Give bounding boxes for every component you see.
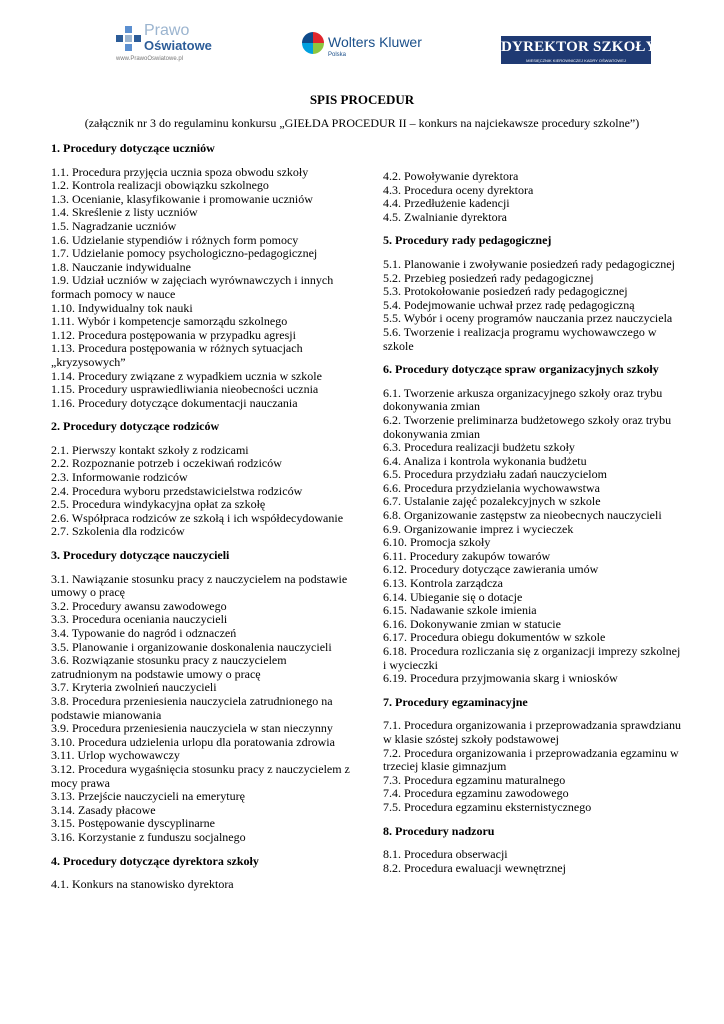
section-heading: 7. Procedury egzaminacyjne [383, 694, 528, 709]
list-item: 5.1. Planowanie i zwoływanie posiedzeń rady pedagogicznej [383, 256, 675, 271]
list-item: 3.14. Zasady płacowe [51, 802, 156, 817]
list-item: 6.7. Ustalanie zajęć pozalekcyjnych w szkole [383, 494, 601, 509]
section [383, 234, 683, 353]
list-item: 5.4. Podejmowanie uchwał przez radę pedagogiczną [383, 297, 635, 312]
prawo-logo-mark-icon [116, 26, 142, 52]
list-item: 6.5. Procedura przydziału zadań nauczycielom [383, 467, 607, 482]
prawo-logo-line2: Oświatowe [144, 38, 212, 53]
section [383, 363, 683, 686]
list-item: 3.5. Planowanie i organizowanie doskonalenia nauczycieli [51, 639, 332, 654]
section-heading: 8. Procedury nadzoru [383, 823, 495, 838]
list-item: 6.6. Procedura przydzielania wychowawstwa [383, 480, 600, 495]
list-item: 3.13. Przejście nauczycieli na emeryturę [51, 789, 245, 804]
list-item: 4.4. Przedłużenie kadencji [383, 196, 510, 211]
list-item: 5.6. Tworzenie i realizacja programu wychowawczego w szkole [383, 324, 657, 353]
section [51, 549, 351, 844]
list-item: 6.1. Tworzenie arkusza organizacyjnego szkoły oraz trybu dokonywania zmian [383, 385, 663, 414]
page-subtitle: (załącznik nr 3 do regulaminu konkursu „GIEŁDA PROCEDUR II – konkurs na najciekawsze procedury szkolne”) [84, 116, 640, 130]
list-item: 4.1. Konkurs na stanowisko dyrektora [51, 877, 234, 892]
left-column [51, 142, 351, 892]
list-item: 1.4. Skreślenie z listy uczniów [51, 205, 198, 220]
list-item: 6.11. Procedury zakupów towarów [383, 548, 551, 563]
list-item: 6.9. Organizowanie imprez i wycieczek [383, 521, 574, 536]
list-item: 6.3. Procedura realizacji budżetu szkoły [383, 440, 575, 455]
list-item: 7.4. Procedura egzaminu zawodowego [383, 786, 569, 801]
list-item: 1.5. Nagradzanie uczniów [51, 218, 177, 233]
list-item: 6.18. Procedura rozliczania się z organizacji imprezy szkolnej i wycieczki [383, 644, 681, 672]
list-item: 2.6. Współpraca rodziców ze szkołą i ich współdecydowanie [51, 510, 344, 525]
list-item: 7.3. Procedura egzaminu maturalnego [383, 772, 566, 787]
list-item: 3.7. Kryteria zwolnień nauczycieli [51, 680, 217, 695]
prawo-oswiatowe-logo [116, 24, 216, 66]
list-item: 6.19. Procedura przyjmowania skarg i wniosków [383, 671, 618, 686]
ds-logo-name: DYREKTOR SZKOŁY [501, 36, 651, 58]
list-item: 3.10. Procedura udzielenia urlopu dla poratowania zdrowia [51, 734, 335, 749]
section [383, 825, 683, 876]
list-item: 3.12. Procedura wygaśnięcia stosunku pracy z nauczycielem z mocy prawa [51, 761, 350, 790]
list-item: 1.10. Indywidualny tok nauki [51, 300, 193, 315]
section-heading: 6. Procedury dotyczące spraw organizacyjnych szkoły [383, 362, 659, 377]
list-item: 1.8. Nauczanie indywidualne [51, 259, 191, 274]
section-item-list [383, 387, 683, 686]
section-item-list [51, 444, 351, 539]
list-item: 1.16. Procedury dotyczące dokumentacji nauczania [51, 395, 298, 410]
section-heading: 3. Procedury dotyczące nauczycieli [51, 548, 230, 563]
list-item: 1.3. Ocenianie, klasyfikowanie i promowanie uczniów [51, 191, 313, 206]
section-heading: 1. Procedury dotyczące uczniów [51, 141, 215, 155]
list-item: 1.12. Procedura postępowania w przypadku agresji [51, 327, 296, 342]
wk-logo-name: Wolters Kluwer [328, 34, 422, 50]
list-item: 5.5. Wybór i oceny programów nauczania przez nauczyciela [383, 311, 673, 326]
list-item: 6.8. Organizowanie zastępstw za nieobecnych nauczycieli [383, 508, 662, 523]
list-item: 7.5. Procedura egzaminu eksternistycznego [383, 799, 592, 814]
list-item: 7.2. Procedura organizowania i przeprowadzania egzaminu w trzeciej klasie gimnazjum [383, 745, 679, 774]
list-item: 6.13. Kontrola zarządcza [383, 576, 503, 591]
list-item: 7.1. Procedura organizowania i przeprowadzania sprawdzianu w klasie szóstej szkoły podstawowej [383, 718, 681, 746]
section-item-list [383, 258, 683, 353]
section-item-list [51, 573, 351, 845]
list-item: 1.9. Udział uczniów w zajęciach wyrównawczych i innych formach pomocy w nauce [51, 273, 334, 301]
wolters-kluwer-globe-icon [302, 32, 324, 54]
list-item: 1.11. Wybór i kompetencje samorządu szkolnego [51, 314, 288, 329]
list-item: 4.2. Powoływanie dyrektora [383, 169, 519, 183]
list-item: 6.16. Dokonywanie zmian w statucie [383, 616, 561, 631]
section [51, 855, 351, 892]
list-item: 3.9. Procedura przeniesienia nauczyciela w stan nieczynny [51, 721, 333, 736]
dyrektor-szkoly-logo [501, 36, 657, 64]
list-item: 3.4. Typowanie do nagród i odznaczeń [51, 626, 237, 640]
section-heading: 5. Procedury rady pedagogicznej [383, 233, 552, 248]
list-item: 2.7. Szkolenia dla rodziców [51, 524, 185, 539]
list-item: 2.4. Procedura wyboru przedstawicielstwa rodziców [51, 483, 303, 498]
section-continuation [383, 170, 683, 224]
wolters-kluwer-logo [302, 30, 422, 64]
right-column [383, 170, 683, 875]
list-item: 5.2. Przebieg posiedzeń rady pedagogicznej [383, 270, 594, 285]
list-item: 3.3. Procedura oceniania nauczycieli [51, 612, 228, 627]
list-item: 6.2. Tworzenie preliminarza budżetowego szkoły oraz trybu dokonywania zmian [383, 412, 672, 441]
section-item-list [383, 719, 683, 814]
list-item: 1.15. Procedury usprawiedliwiania nieobecności ucznia [51, 382, 319, 397]
list-item: 3.16. Korzystanie z funduszu socjalnego [51, 829, 246, 844]
list-item: 1.13. Procedura postępowania w różnych sytuacjach „kryzysowych” [51, 341, 303, 369]
prawo-logo-url: www.PrawoOswiatowe.pl [116, 56, 184, 62]
list-item: 3.15. Postępowanie dyscyplinarne [51, 816, 215, 831]
list-item: 3.8. Procedura przeniesienia nauczyciela zatrudnionego na podstawie mianowania [51, 693, 333, 722]
list-item: 3.11. Urlop wychowawczy [51, 748, 180, 763]
list-item: 2.5. Procedura windykacyjna opłat za szkołę [51, 497, 266, 512]
ds-logo-tagline: MIESIĘCZNIK KIEROWNICZEJ KADRY OŚWIATOWEJ [501, 58, 651, 64]
list-item: 4.3. Procedura oceny dyrektora [383, 182, 534, 197]
list-item: 1.14. Procedury związane z wypadkiem ucznia w szkole [51, 368, 322, 383]
section [383, 696, 683, 815]
list-item: 6.12. Procedury dotyczące zawierania umów [383, 562, 599, 577]
list-item: 3.2. Procedury awansu zawodowego [51, 598, 227, 613]
page-title: SPIS PROCEDUR [309, 92, 415, 107]
list-item: 1.1. Procedura przyjęcia ucznia spoza obwodu szkoły [51, 164, 309, 179]
section-heading: 2. Procedury dotyczące rodziców [51, 419, 220, 434]
list-item: 6.4. Analiza i kontrola wykonania budżetu [383, 453, 587, 468]
list-item: 5.3. Protokołowanie posiedzeń rady pedagogicznej [383, 284, 628, 299]
list-item: 8.2. Procedura ewaluacji wewnętrznej [383, 860, 566, 875]
list-item: 4.5. Zwalnianie dyrektora [383, 209, 507, 224]
list-item: 1.7. Udzielanie pomocy psychologiczno-pedagogicznej [51, 246, 318, 261]
prawo-logo-line1: Prawo [144, 22, 190, 39]
list-item: 3.6. Rozwiązanie stosunku pracy z nauczycielem zatrudnionym na podstawie umowy o pracę [51, 653, 287, 681]
list-item: 1.6. Udzielanie stypendiów i różnych form pomocy [51, 232, 299, 247]
section-item-list [51, 878, 351, 892]
list-item: 6.15. Nadawanie szkole imienia [383, 603, 537, 618]
list-item: 8.1. Procedura obserwacji [383, 847, 508, 862]
list-item: 2.1. Pierwszy kontakt szkoły z rodzicami [51, 442, 249, 457]
section-item-list [383, 848, 683, 875]
list-item: 6.17. Procedura obiegu dokumentów w szkole [383, 630, 606, 645]
wk-logo-country: Polska [328, 52, 347, 58]
list-item: 3.1. Nawiązanie stosunku pracy z nauczycielem na podstawie umowy o pracę [51, 571, 348, 600]
list-item: 1.2. Kontrola realizacji obowiązku szkolnego [51, 178, 269, 193]
section-item-list [51, 166, 351, 411]
section-heading: 4. Procedury dotyczące dyrektora szkoły [51, 853, 259, 868]
section [51, 142, 351, 410]
list-item: 6.14. Ubieganie się o dotacje [383, 589, 523, 604]
list-item: 6.10. Promocja szkoły [383, 535, 491, 550]
list-item: 2.3. Informowanie rodziców [51, 470, 188, 485]
section [51, 420, 351, 539]
list-item: 2.2. Rozpoznanie potrzeb i oczekiwań rodziców [51, 456, 282, 471]
